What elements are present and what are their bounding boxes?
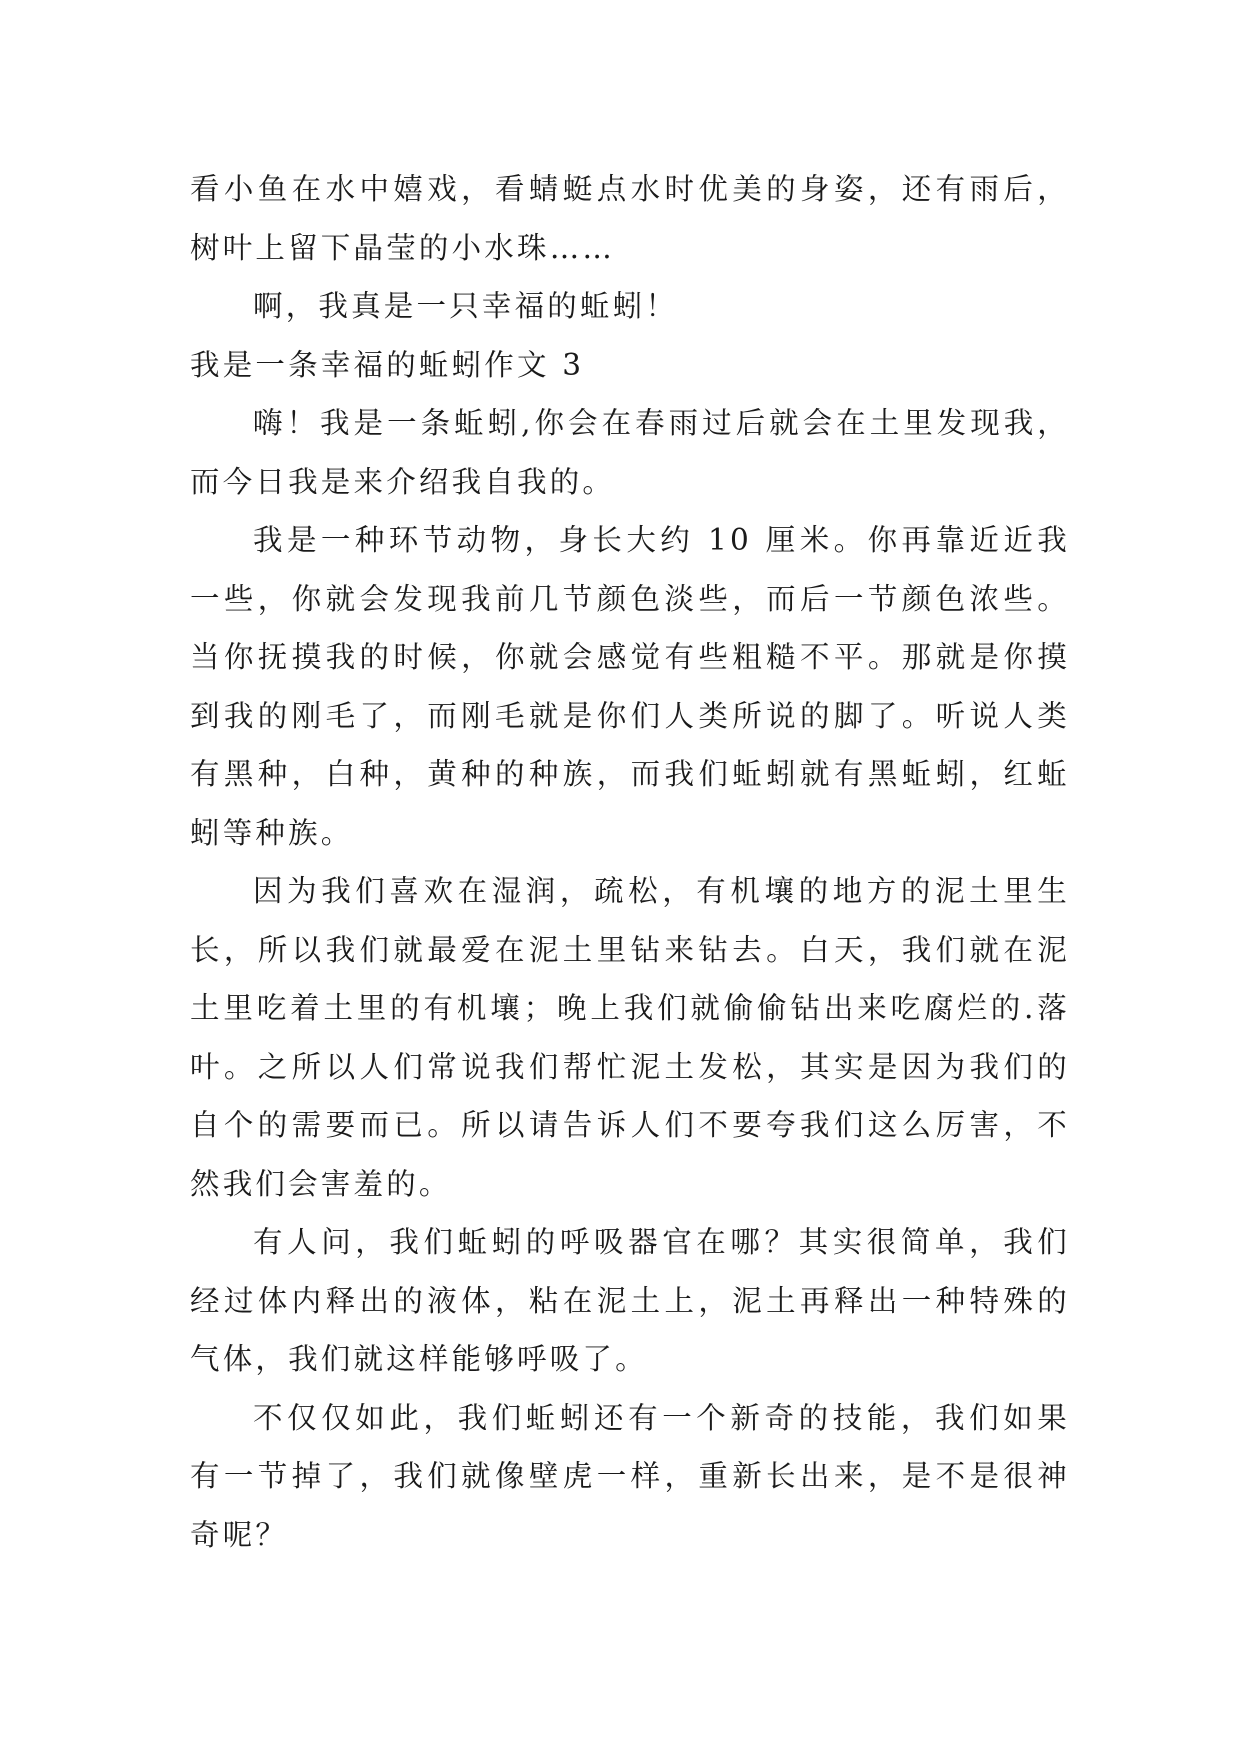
paragraph-description: 我是一种环节动物，身长大约 10 厘米。你再靠近近我一些，你就会发现我前几节颜色淡些，而后一节颜色浓些。当你抚摸我的时候，你就会感觉有些粗糙不平。那就是你摸到我的刚毛了，而刚毛就是你们人类所说的脚了。听说人类有黑种，白种，黄种的种族，而我们蚯蚓就有黑蚯蚓，红蚯蚓等种族。 [190, 523, 1070, 850]
document-body [190, 160, 1070, 1564]
essay-title: 我是一条幸福的蚯蚓作文 3 [190, 347, 585, 382]
paragraph-continuation: 看小鱼在水中嬉戏，看蜻蜓点水时优美的身姿，还有雨后，树叶上留下晶莹的小水珠…… [190, 172, 1070, 265]
paragraph-habitat: 因为我们喜欢在湿润，疏松，有机壤的地方的泥土里生长，所以我们就最爱在泥土里钻来钻去。白天，我们就在泥土里吃着土里的有机壤；晚上我们就偷偷钻出来吃腐烂的.落叶。之所以人们常说我们帮忙泥土发松，其实是因为我们的自个的需要而已。所以请告诉人们不要夸我们这么厉害，不然我们会害羞的。 [190, 874, 1070, 1201]
paragraph-exclamation: 啊，我真是一只幸福的蚯蚓！ [253, 289, 679, 323]
paragraph-breathing: 有人问，我们蚯蚓的呼吸器官在哪？其实很简单，我们经过体内释出的液体，粘在泥土上，泥土再释出一种特殊的气体，我们就这样能够呼吸了。 [190, 1225, 1070, 1376]
paragraph-intro: 嗨！我是一条蚯蚓,你会在春雨过后就会在土里发现我，而今日我是来介绍我自我的。 [190, 406, 1070, 499]
paragraph-regeneration: 不仅仅如此，我们蚯蚓还有一个新奇的技能，我们如果有一节掉了，我们就像壁虎一样，重新长出来，是不是很神奇呢？ [190, 1400, 1070, 1552]
